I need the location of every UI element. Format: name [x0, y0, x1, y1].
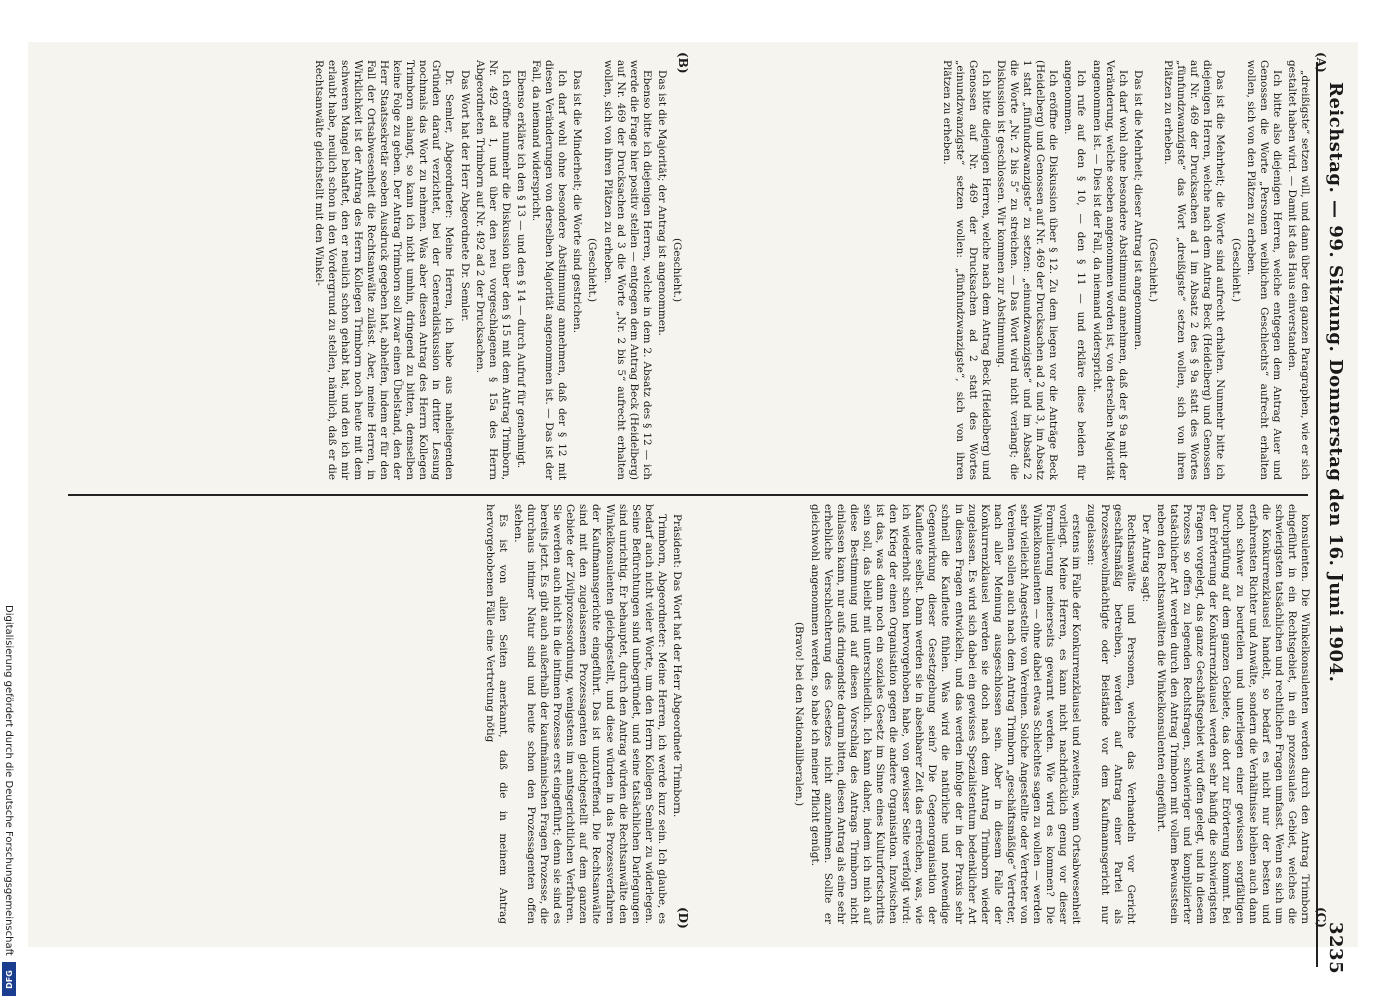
- paragraph: Ebenso bitte ich diejenigen Herren, welche in dem 2. Absatz des § 12 — ich werde die Frage hier positiv stellen — entgegen dem Antrag Beck (Heidelberg) auf Nr. 469 der Drucksachen ad 3 die Worte „Nr. 2 bis 5“ aufrecht erhalten wollen, sich von ihren Plätzen zu erheben.: [601, 60, 653, 480]
- header-title: Reichstag. — 99. Sitzung. Donnerstag den 16. Juni 1904.: [1325, 82, 1346, 683]
- column-left-upper: [671, 60, 1311, 480]
- margin-marker-b: (B): [676, 52, 690, 74]
- credit-text: Digitalisierung gefördert durch die Deutsche Forschungsgemeinschaft: [3, 605, 14, 956]
- stage-direction: (Bravo! bei den Nationalliberalen.): [793, 621, 806, 807]
- paragraph: konsulenten. Die Winkelkonsulenten werden durch den Antrag Trimborn eingeführt in ein Rechtsgebiet, in ein prozessuales Gebiet, welches die schwierigsten tatsächlichen und rechtlichen Fragen umfasst. Wenn es sich um die Konkurrenzklausel handelt, so bedarf es nicht nur der besten und erfahrensten Richter und Anwälte, sondern die Verhältnisse bleiben auch dann noch schwer zu beurteilen und unterliegen einer gewissen sorgfältigen Durchprüfung auf dem ganzen Gebiete, das dort zur Erörterung kommt. Bei der Erörterung der Konkurrenzklausel werden sehr häufig die schwierigsten Fragen vorgelegt, das ganze Geschäftsgebiet wird offen gelegt, und in diesem Prozess so offen zu legenden Rechtsfragen, schwieriger und komplizierter tatsächlicher Art werden durch den Antrag Trimborn mit vollem Bewusstsein neben den Rechtsanwälten die Winkelkonsulenten eingeführt.: [1154, 504, 1311, 924]
- paragraph: Ich darf wohl ohne besondere Abstimmung annehmen, daß der § 12 mit diesen Veränderungen von derselben Majorität angenommen ist. — Das ist der Fall, da niemand widerspricht.: [530, 60, 569, 480]
- stage-direction: (Geschieht.): [1229, 237, 1242, 303]
- document-page: [28, 42, 1358, 975]
- paragraph: Ebenso erkläre ich den § 13 — und den § 14 — durch Aufruf für genehmigt.: [514, 70, 527, 469]
- paragraph: Ich eröffne nunmehr die Diskussion über den § 15 mit dem Antrag Trimborn, Nr. 492 ad 1, und über den neu vorgeschlagenen § 15a des Herrn Abgeordneten Trimborn auf Nr. 492 ad 2 der Drucksachen.: [473, 60, 512, 480]
- dfg-logo-text: DFG: [4, 969, 14, 989]
- paragraph: erstens im Falle der Konkurrenzklausel und zweitens, wenn Ortsabwesenheit vorliegt. Meine Herren, es kann nicht nachdrücklich genug vor dieser Formulierung meinerseits gewarnt werden. Wie wird es kommen? Die Winkelkonsulenten — ohne dabei etwas Schlechtes sagen zu wollen — werden sehr vielleicht Angestellte von Vereinen. Solche Angestellte oder Vertreter von Vereinen sollen auch nach dem Antrag Trimborn „geschäftsmäßige“ Vertreter, nach aller Meinung ausgeschlossen sein. Aber in diesem Falle der Konkurrenzklausel werden sie doch nach dem Antrag Trimborn wieder zugelassen. Es wird sich dabei ein gewisses Spezialistentum bedenklicher Art in diesen Fragen entwickeln, und das werden infolge der in der Praxis sehr schnell die Kaufleute fühlen. Was wird die natürliche und notwendige Gegenwirkung dieser Gesetzgebung sein? Die Gegenorganisation der Kaufleute selbst. Dann werden sie in absehbarer Zeit das erreichen, was, wie ich wiederholt schon hervorgehoben habe, von gewisser Seite verfolgt wird: den Krieg der einen Organisation gegen die andere Organisation. Inzwischen ist das, was dann noch ein soziales Gesetz im Sinne eines Kulturfortschritts sein soll, das bleibt mit unterschiedlich. Ich kann daher, indem ich mich auf diese Bestimmung und auf diesen Vorschlag des Antrags Trimborn nicht einlassen kann, nur aufs dringendste darum bitten, diesen Antrag als eine sehr erhebliche Verschlechterung des Gesetzes nicht anzunehmen. Sollte er gleichwohl angenommen werden, so habe ich meiner Pflicht genügt.: [808, 504, 1083, 924]
- margin-marker-a: (A): [1314, 52, 1328, 73]
- column-left-lower: [43, 60, 683, 480]
- paragraph: Das ist die Mehrheit; dieser Antrag ist angenommen.: [1131, 70, 1144, 351]
- paragraph: Ich bitte diejenigen Herren, welche nach dem Antrag Beck (Heidelberg) und Genossen auf Nr. 469 der Drucksachen ad 2 statt des Wortes „einundzwanzigste“ setzen wollen: „fünfundzwanzigste“, sich von ihren Plätzen zu erheben.: [940, 60, 992, 480]
- stage-direction: (Geschieht.): [671, 237, 683, 303]
- paragraph: Ich eröffne die Diskussion über § 12. Zu dem liegen vor die Anträge Beck (Heidelberg) und Genossen auf Nr. 469 der Drucksachen ad 2 und 3, im Absatz 1 statt „fünfundzwanzigste“ zu setzen: „einundzwanzigste“ und im Absatz 2 die Worte „Nr. 2 bis 5“ zu streichen. — Das Wort wird nicht verlangt; die Diskussion ist geschlossen. Wir kommen zur Abstimmung.: [994, 60, 1060, 480]
- page-number: 3235: [1325, 922, 1346, 975]
- paragraph: Das ist die Minderheit; die Worte sind gestrichen.: [571, 70, 584, 334]
- margin-marker-c: (C): [1314, 907, 1328, 928]
- digitization-credit: [3, 605, 14, 956]
- dfg-logo: [2, 962, 16, 996]
- page-header: [1322, 82, 1346, 975]
- speaker-paragraph: Präsident: Das Wort hat der Herr Abgeordnete Trimborn.: [671, 514, 683, 818]
- paragraph: Der Antrag sagt:: [1139, 514, 1152, 603]
- column-right-upper: [671, 504, 1311, 924]
- paragraph: „dreißigste“ setzen will, und dann über den ganzen Paragraphen, wie er sich gestaltet haben wird. — Damit ist das Haus einverstanden.: [1285, 60, 1311, 480]
- speech-paragraph: Dr. Semler, Abgeordneter: Meine Herren, ich habe aus naheliegenden Gründen darauf verzichtet, bei der Generaldiskussion in dritter Lesung nochmals das Wort zu nehmen. Was aber diesen Antrag des Herrn Kollegen Trimborn anlangt, so kann ich nicht umhin, dringend zu bitten, demselben keine Folge zu geben. Der Antrag Trimborn soll zwar einen Übelstand, den der Herr Staatssekretär soeben Ausdruck gegeben hat, abhelfen, indem er für den Fall der Ortsabwesenheit die Rechtsanwälte zulässt. Aber, meine Herren, in Wirklichkeit ist der Antrag des Herrn Kollegen Trimborn noch heute mit dem schweren Mangel behaftet, den er neulich schon gehabt hat, und den ich mir erlaubt habe, neulich schon in den Vordergrund zu stellen, nämlich, daß er die Rechtsanwälte gleichstellt mit den Winkel-: [312, 60, 456, 480]
- paragraph: Ich rufe auf den § 10, — den § 11 — und erkläre diese beiden für angenommen.: [1062, 60, 1088, 480]
- speech-paragraph: Trimborn, Abgeordneter: Meine Herren, ich werde kurz sein. Ich glaube, es bedarf auch nicht vieler Worte, um den Herrn Kollegen Semler zu widerlegen. Seine Befürchtungen sind unbegründet, und seine tatsächlichen Darlegungen sind unrichtig. Er behauptet, durch den Antrag würden die Rechtsanwälte den Winkelkonsulenten gleichgestellt, und diese würden in das Prozessverfahren der Kaufmannsgerichte eingeführt. Das ist unzutreffend. Die Rechtsanwälte sind mit den zugelassenen Prozessagenten gleichgestellt auf dem ganzen Gebiete der Zivilprozessordnung, wenigstens im amtsgerichtlichen Verfahren. Sie werden auch nicht in die intimen Prozesse erst eingeführt; denn sie sind es bereits jetzt. Es gibt auch außerhalb der kaufmännischen Fragen Prozesse, die durchaus intimer Natur sind und heute schon den Prozessagenten offen stehen.: [511, 504, 668, 924]
- paragraph: Es ist von allen Seiten anerkannt, daß die in meinem Antrag hervorgehobenen Fälle eine Vertretung nötig: [483, 504, 509, 924]
- column-divider: [68, 494, 1308, 496]
- paragraph: Ich darf wohl ohne besondere Abstimmung annehmen, daß der § 9a mit der Veränderung, welche soeben angenommen worden ist, von derselben Majorität angenommen ist. — Dies ist der Fall, da niemand widerspricht.: [1090, 60, 1129, 480]
- quoted-paragraph: Rechtsanwälte und Personen, welche das Verhandeln vor Gericht geschäftsmäßig betreiben, werden auf Antrag einer Partei als Prozessbevollmächtigte oder Beistände vor dem Kaufmannsgericht nur zugelassen:: [1085, 504, 1137, 924]
- column-right-lower: [43, 504, 683, 924]
- paragraph: Das ist die Mehrheit; die Worte sind aufrecht erhalten. Nunmehr bitte ich diejenigen Herren, welche nach dem Antrag Beck (Heidelberg) und Genossen auf Nr. 469 der Drucksachen ad 1 im Absatz 2 des § 9a statt des Wortes „fünfundzwanzigste“ das Wort „dreißigste“ setzen wollen, sich von ihren Plätzen zu erheben.: [1162, 60, 1227, 480]
- stage-direction: (Geschieht.): [586, 237, 599, 303]
- margin-marker-d: (D): [676, 907, 690, 929]
- paragraph: Ich bitte also diejenigen Herren, welche entgegen dem Antrag Auer und Genossen die Worte „Personen weiblichen Geschlechts“ aufrecht erhalten wollen, sich von den Plätzen zu erheben.: [1244, 60, 1283, 480]
- stage-direction: (Geschieht.): [1146, 237, 1159, 303]
- paragraph: Das Wort hat der Herr Abgeordnete Dr. Semler.: [458, 70, 471, 322]
- paragraph: Das ist die Majorität; der Antrag ist angenommen.: [655, 70, 668, 336]
